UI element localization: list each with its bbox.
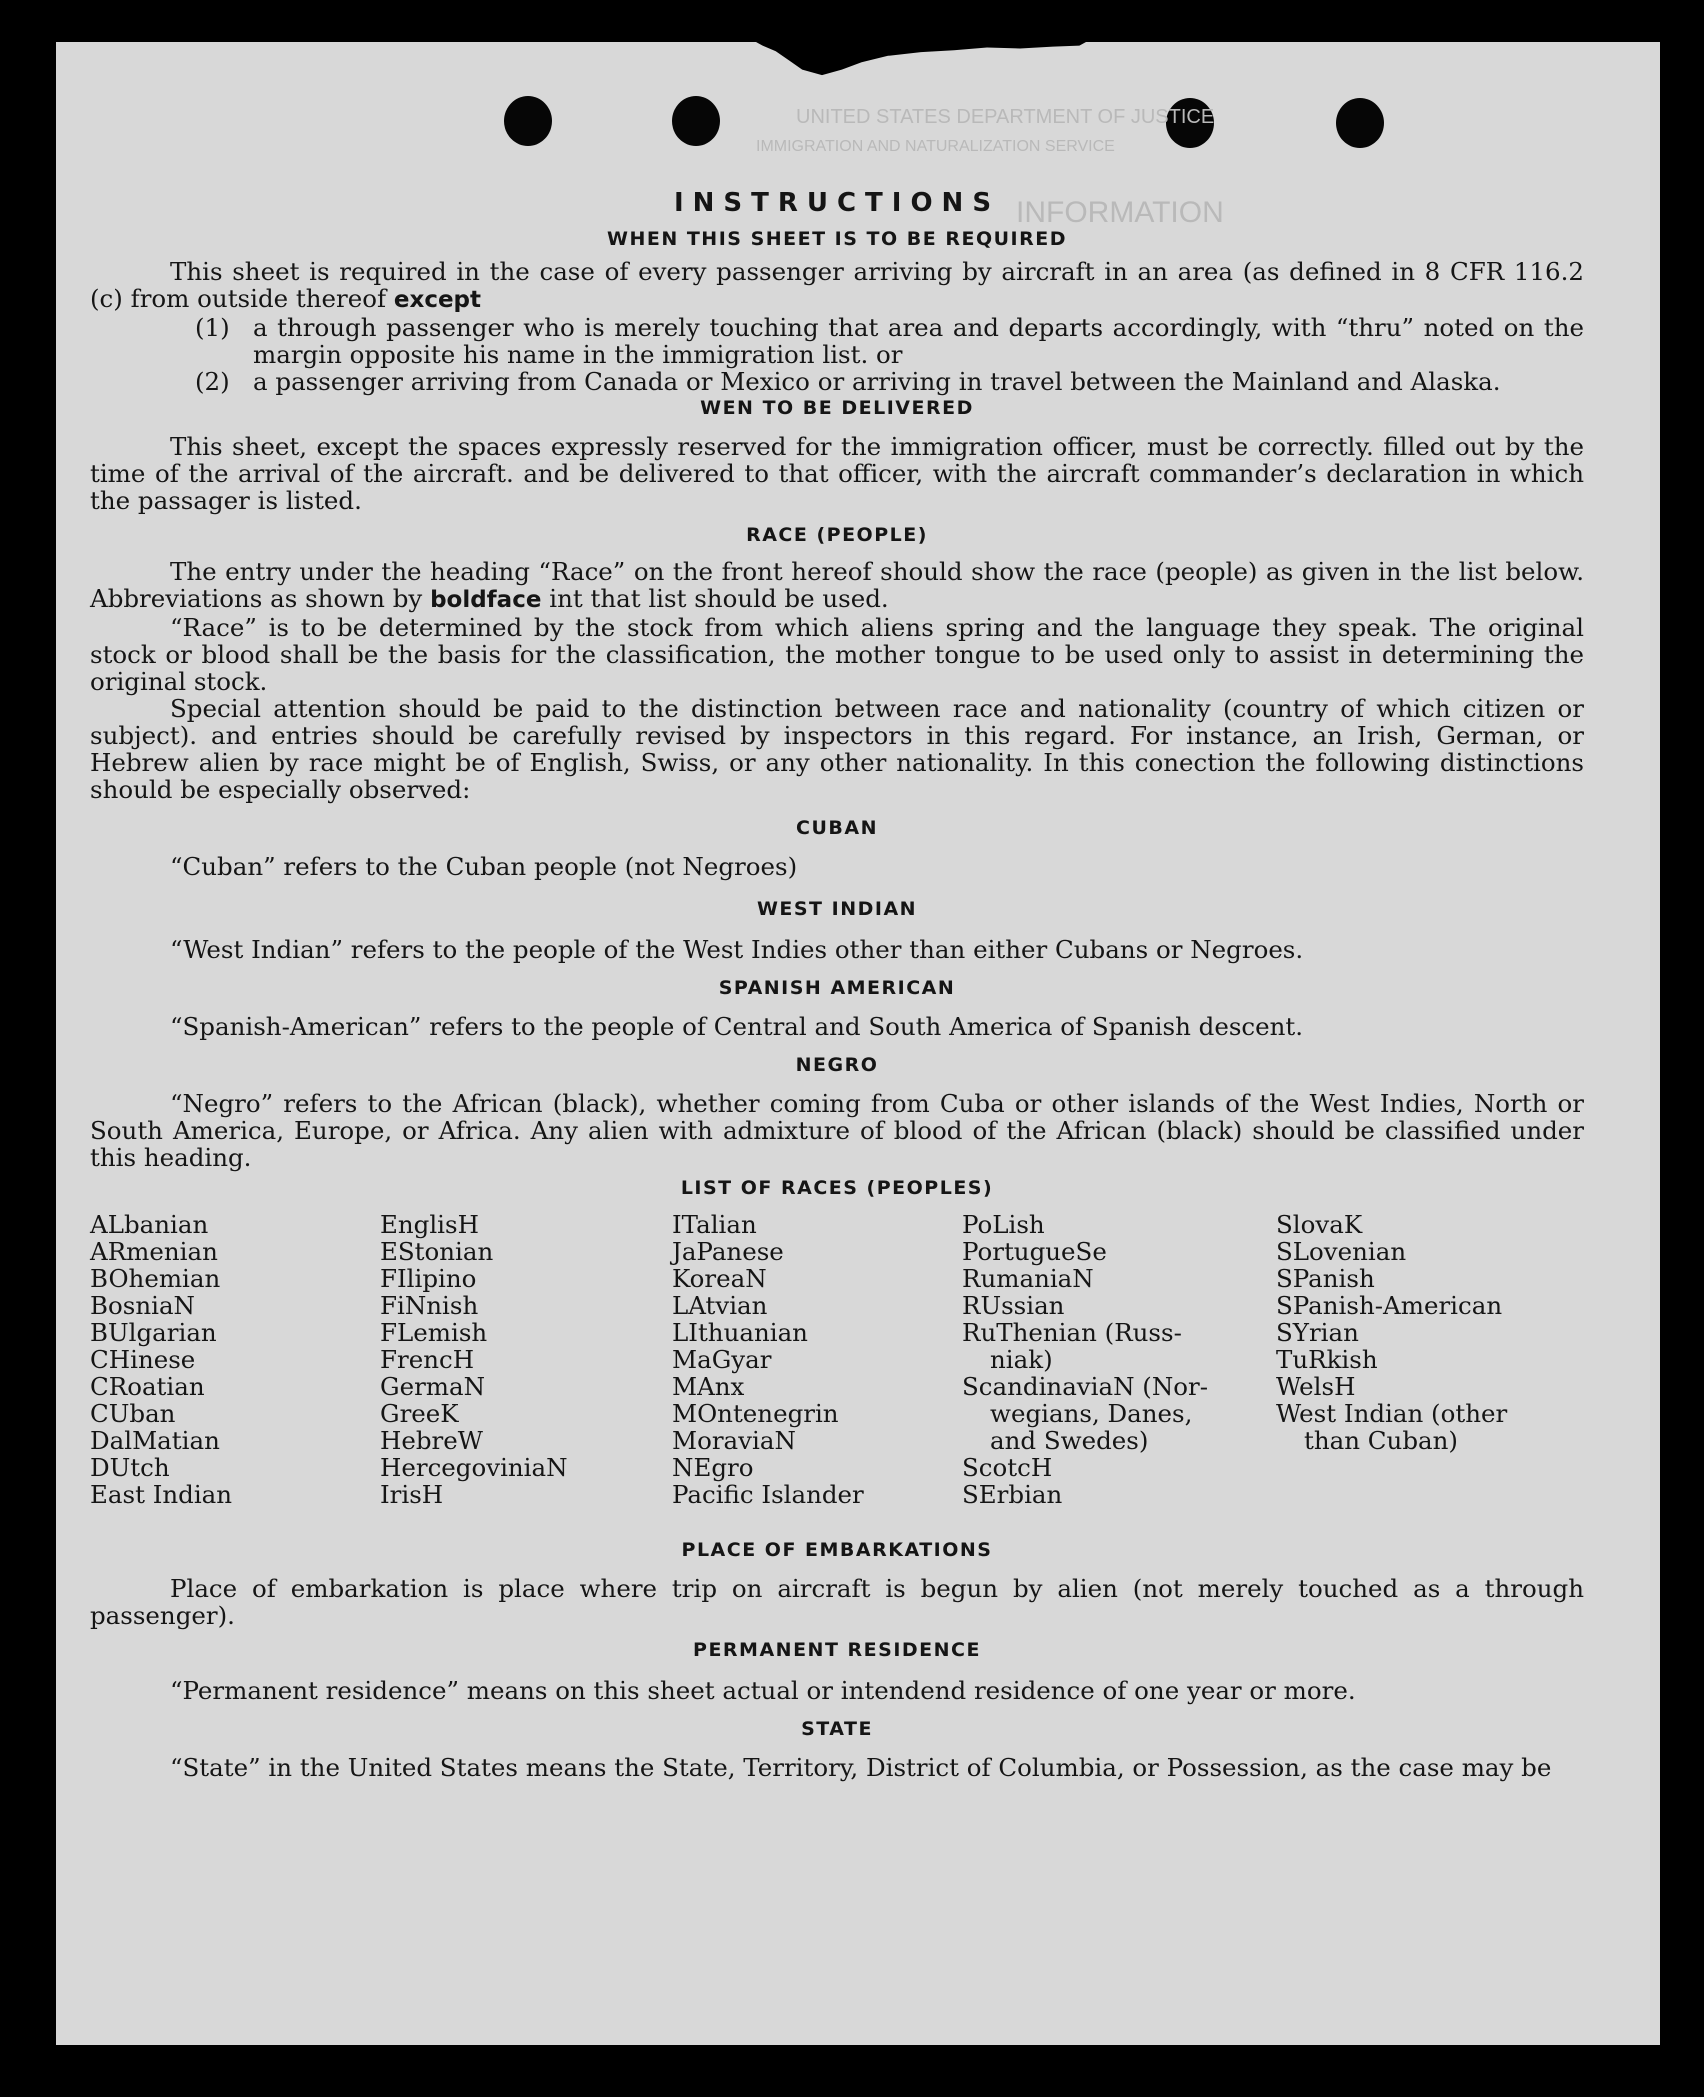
section-heading: WEN TO BE DELIVERED xyxy=(700,397,974,419)
paragraph: “Spanish-American” refers to the people of Central and South America of Spanish descent. xyxy=(170,1012,1304,1041)
race-item: TuRkish xyxy=(1276,1345,1378,1374)
race-item: Pacific Islander xyxy=(672,1480,864,1509)
race-item: NEgro xyxy=(672,1453,754,1482)
punch-hole xyxy=(672,96,720,146)
race-column xyxy=(380,1211,568,1508)
race-column xyxy=(672,1211,864,1508)
show-through-text: IMMIGRATION AND NATURALIZATION SERVICE xyxy=(756,138,1115,155)
race-item: SYrian xyxy=(1276,1318,1359,1347)
section-heading: WEST INDIAN xyxy=(756,898,918,920)
paragraph: Place of embarkation is place where trip on aircraft is begun by alien (not merely touched as a through passenger). xyxy=(90,1574,1584,1630)
race-item: WelsH xyxy=(1276,1372,1356,1401)
race-item: HebreW xyxy=(380,1426,483,1455)
section-heading: CUBAN xyxy=(796,817,878,839)
race-item: CUban xyxy=(90,1399,176,1428)
race-item: than Cuban) xyxy=(1304,1426,1458,1455)
race-item: ScandinaviaN (Nor- xyxy=(962,1372,1209,1401)
race-item: BUlgarian xyxy=(90,1318,217,1347)
race-item: PoLish xyxy=(962,1210,1045,1239)
bold-text: except xyxy=(393,287,482,313)
punch-hole xyxy=(504,96,552,146)
race-item: FLemish xyxy=(380,1318,488,1347)
race-item: DUtch xyxy=(90,1453,170,1482)
race-item: SErbian xyxy=(962,1480,1063,1509)
race-item: IrisH xyxy=(380,1480,444,1509)
text: The entry under the heading “Race” on the front hereof should show the race (people) as given in the list below. Abbreviations as shown by xyxy=(90,557,1584,613)
race-item: LAtvian xyxy=(672,1291,768,1320)
race-item: BosniaN xyxy=(90,1291,195,1320)
section-heading: SPANISH AMERICAN xyxy=(718,977,956,999)
paragraph: “Race” is to be determined by the stock from which aliens spring and the language they speak. The original stock or blood shall be the basis for the classification, the mother tongue to be used only to assist in determining the original stock. xyxy=(90,613,1584,696)
race-item: ScotcH xyxy=(962,1453,1053,1482)
race-list xyxy=(90,1211,1584,1539)
race-item: niak) xyxy=(990,1345,1053,1374)
race-item: MOntenegrin xyxy=(672,1399,839,1428)
instructions-content xyxy=(90,188,1584,1781)
text: This sheet is required in the case of every passenger arriving by aircraft in an area (as defined in 8 CFR 116.2 (c) from outside thereof xyxy=(90,257,1584,313)
race-item: CRoatian xyxy=(90,1372,205,1401)
race-item: BOhemian xyxy=(90,1264,221,1293)
race-item: FrencH xyxy=(380,1345,475,1374)
race-item: EStonian xyxy=(380,1237,494,1266)
race-item: LIthuanian xyxy=(672,1318,808,1347)
race-item: EnglisH xyxy=(380,1210,479,1239)
section-heading: STATE xyxy=(801,1718,873,1740)
race-item: GreeK xyxy=(380,1399,459,1428)
race-item: FIlipino xyxy=(380,1264,477,1293)
text: int that list should be used. xyxy=(549,584,889,613)
race-item: MAnx xyxy=(672,1372,745,1401)
item-number: (1) xyxy=(195,313,230,342)
item-text: a passenger arriving from Canada or Mexico or arriving in travel between the Mainland and Alaska. xyxy=(253,367,1501,396)
section-heading: NEGRO xyxy=(795,1054,879,1076)
race-item: ITalian xyxy=(672,1210,757,1239)
paragraph: “Negro” refers to the African (black), whether coming from Cuba or other islands of the West Indies, North or South America, Europe, or Africa. Any alien with admixture of blood of the African (black) should be classified under this heading. xyxy=(90,1089,1584,1172)
race-item: West Indian (other xyxy=(1276,1399,1508,1428)
item-number: (2) xyxy=(195,367,230,396)
paragraph: “Permanent residence” means on this sheet actual or intendend residence of one year or more. xyxy=(170,1676,1356,1705)
page-title: INSTRUCTIONS xyxy=(673,188,1001,218)
race-item: KoreaN xyxy=(672,1264,767,1293)
item-text: a through passenger who is merely touching that area and departs accordingly, with “thru” noted on the margin opposite his name in the immigration list. or xyxy=(253,313,1584,369)
race-item: GermaN xyxy=(380,1372,486,1401)
race-item: PortugueSe xyxy=(962,1237,1107,1266)
punch-hole xyxy=(1336,98,1384,148)
show-through-text: UNITED STATES DEPARTMENT OF JUSTICE xyxy=(796,106,1215,128)
race-column xyxy=(90,1211,232,1508)
paragraph xyxy=(90,558,1584,614)
race-item: RUssian xyxy=(962,1291,1065,1320)
paragraph: “Cuban” refers to the Cuban people (not Negroes) xyxy=(170,852,798,881)
paragraph: “State” in the United States means the State, Territory, District of Columbia, or Possession, as the case may be xyxy=(170,1753,1552,1782)
list-item xyxy=(195,314,1584,368)
race-item: ARmenian xyxy=(90,1237,218,1266)
race-item: SLovenian xyxy=(1276,1237,1407,1266)
race-item: MoraviaN xyxy=(672,1426,796,1455)
torn-edge xyxy=(756,42,1086,88)
race-item: MaGyar xyxy=(672,1345,772,1374)
race-item: ALbanian xyxy=(90,1210,209,1239)
race-column xyxy=(962,1211,1208,1508)
paragraph xyxy=(90,258,1584,314)
race-item: DalMatian xyxy=(90,1426,220,1455)
section-heading: PLACE OF EMBARKATIONS xyxy=(681,1539,993,1561)
race-item: wegians, Danes, xyxy=(990,1399,1193,1428)
paragraph: This sheet, except the spaces expressly reserved for the immigration officer, must be correctly. filled out by the time of the arrival of the aircraft. and be delivered to that officer, with the aircraft commander’s declaration in which the passager is listed. xyxy=(90,432,1584,515)
list-item xyxy=(195,368,1584,395)
section-heading: PERMANENT RESIDENCE xyxy=(693,1639,981,1661)
race-item: and Swedes) xyxy=(990,1426,1149,1455)
section-heading: WHEN THIS SHEET IS TO BE REQUIRED xyxy=(606,228,1067,250)
race-column xyxy=(1276,1211,1507,1454)
race-item: SlovaK xyxy=(1276,1210,1363,1239)
race-item: SPanish-American xyxy=(1276,1291,1503,1320)
race-item: RumaniaN xyxy=(962,1264,1094,1293)
race-item: HercegoviniaN xyxy=(380,1453,568,1482)
bold-text: boldface xyxy=(430,587,542,613)
document-sheet xyxy=(56,42,1660,2045)
section-heading: LIST OF RACES (PEOPLES) xyxy=(680,1177,994,1199)
paragraph: “West Indian” refers to the people of the West Indies other than either Cubans or Negroes. xyxy=(170,935,1304,964)
race-item: SPanish xyxy=(1276,1264,1375,1293)
paragraph: Special attention should be paid to the distinction between race and nationality (country of which citizen or subject). and entries should be carefully revised by inspectors in this regard. For instance, an Irish, German, or Hebrew alien by race might be of English, Swiss, or any other nationality. In this conection the following distinctions should be especially observed: xyxy=(90,694,1584,804)
race-item: East Indian xyxy=(90,1480,233,1509)
race-item: FiNnish xyxy=(380,1291,479,1320)
section-heading: RACE (PEOPLE) xyxy=(746,524,928,546)
race-item: RuThenian (Russ- xyxy=(962,1318,1182,1347)
show-through-text: INFORMATION xyxy=(1016,196,1224,229)
race-item: JaPanese xyxy=(672,1237,784,1266)
race-item: CHinese xyxy=(90,1345,196,1374)
